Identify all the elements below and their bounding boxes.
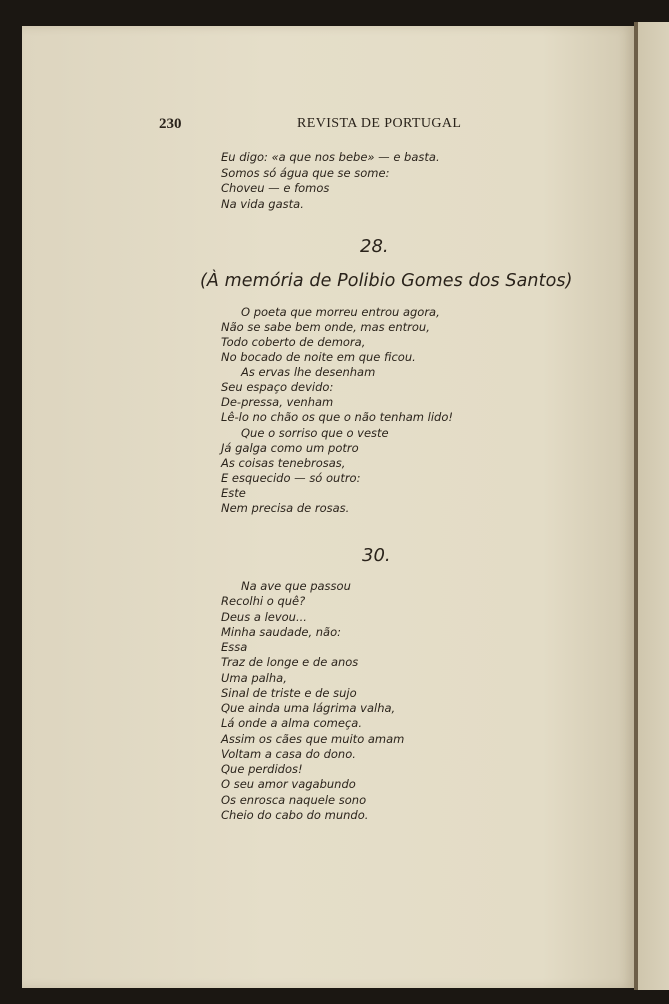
poem-line: Choveu — e fomos	[221, 181, 330, 195]
poem-dedication: (À memória de Polibio Gomes dos Santos)	[200, 271, 573, 291]
poem-line: O poeta que morreu entrou agora,	[241, 305, 440, 319]
poem-line: Os enrosca naquele sono	[221, 793, 367, 807]
poem-line: Voltam a casa do dono.	[221, 747, 356, 761]
poem-line: Lê-lo no chão os que o não tenham lido!	[221, 410, 453, 424]
poem-line: Sinal de triste e de sujo	[221, 686, 357, 700]
poem-line: Não se sabe bem onde, mas entrou,	[221, 320, 430, 334]
poem-line: Já galga como um potro	[221, 441, 359, 455]
poem-line: Todo coberto de demora,	[221, 335, 366, 349]
poem-line: Lá onde a alma começa.	[221, 716, 362, 730]
poem-line: Que perdidos!	[221, 762, 303, 776]
page-header	[22, 116, 634, 136]
adjacent-page-edge	[638, 22, 669, 990]
poem-line: Este	[221, 486, 246, 500]
poem-line: Eu digo: «a que nos bebe» — e basta.	[221, 150, 440, 164]
poem-line: Nem precisa de rosas.	[221, 501, 350, 515]
poem-line: Uma palha,	[221, 671, 287, 685]
poem-line: Somos só água que se some:	[221, 166, 390, 180]
poem-line: Recolhi o quê?	[221, 594, 306, 608]
poem-line: Deus a levou...	[221, 610, 307, 624]
poem-line: As coisas tenebrosas,	[221, 456, 346, 470]
poem-line: E esquecido — só outro:	[221, 471, 361, 485]
poem-line: Cheio do cabo do mundo.	[221, 808, 369, 822]
poem-number: 30.	[362, 545, 391, 566]
poem-line: Traz de longe e de anos	[221, 655, 359, 669]
poem-line: Que o sorriso que o veste	[241, 426, 389, 440]
poem-line: Essa	[221, 640, 248, 654]
book-page	[22, 26, 634, 988]
poem-line: As ervas lhe desenham	[241, 365, 376, 379]
poem-line: O seu amor vagabundo	[221, 777, 356, 791]
poem-line: Seu espaço devido:	[221, 380, 334, 394]
poem-line: Assim os cães que muito amam	[221, 732, 405, 746]
poem-line: Minha saudade, não:	[221, 625, 342, 639]
poem-line: Na vida gasta.	[221, 197, 304, 211]
poem-line: Que ainda uma lágrima valha,	[221, 701, 396, 715]
poem-line: No bocado de noite em que ficou.	[221, 350, 416, 364]
running-title: REVISTA DE PORTUGAL	[297, 116, 462, 131]
poem-line: Na ave que passou	[241, 579, 351, 593]
page-number: 230	[159, 116, 182, 132]
book-gutter	[634, 22, 638, 990]
poem-line: De-pressa, venham	[221, 395, 334, 409]
poem-number: 28.	[360, 236, 389, 257]
